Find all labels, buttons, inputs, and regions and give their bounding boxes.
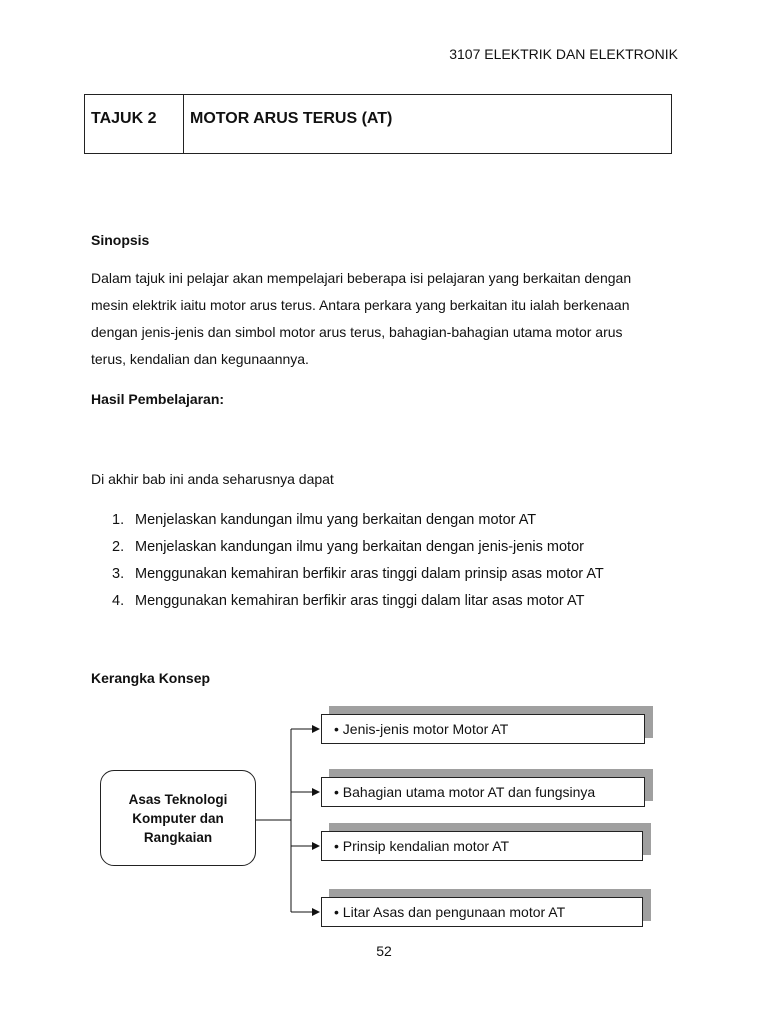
sinopsis-heading: Sinopsis <box>91 232 150 248</box>
concept-box-principle <box>321 831 643 861</box>
list-number: 3. <box>112 566 125 582</box>
concept-box-types <box>321 714 645 744</box>
hasil-intro: Di akhir bab ini anda seharusnya dapat <box>91 471 334 487</box>
list-text: Menggunakan kemahiran berfikir aras tinggi dalam prinsip asas motor AT <box>135 566 604 582</box>
center-line: Asas Teknologi <box>128 791 228 807</box>
concept-box-parts <box>321 777 645 807</box>
sinopsis-line: Dalam tajuk ini pelajar akan mempelajari beberapa isi pelajaran yang berkaitan dengan <box>91 270 632 286</box>
center-line: Komputer dan <box>132 810 224 826</box>
sinopsis-line: terus, kendalian dan kegunaannya. <box>91 351 309 367</box>
list-number: 2. <box>112 539 125 555</box>
concept-box-circuit <box>321 897 643 927</box>
concept-box-text: • Prinsip kendalian motor AT <box>334 838 510 854</box>
course-header: 3107 ELEKTRIK DAN ELEKTRONIK <box>449 46 678 62</box>
kerangka-heading: Kerangka Konsep <box>91 670 211 686</box>
concept-box-text: • Bahagian utama motor AT dan fungsinya <box>334 784 596 800</box>
concept-box-text: • Litar Asas dan pengunaan motor AT <box>334 904 566 920</box>
page-number: 52 <box>376 943 392 959</box>
list-text: Menjelaskan kandungan ilmu yang berkaitan dengan motor AT <box>135 512 537 528</box>
hasil-heading: Hasil Pembelajaran: <box>91 391 225 407</box>
sinopsis-line: mesin elektrik iaitu motor arus terus. Antara perkara yang berkaitan itu ialah berkenaan <box>91 297 630 313</box>
concept-box-text: • Jenis-jenis motor Motor AT <box>334 721 509 737</box>
list-number: 4. <box>112 593 125 609</box>
list-text: Menjelaskan kandungan ilmu yang berkaitan dengan jenis-jenis motor <box>135 539 584 555</box>
topic-title: MOTOR ARUS TERUS (AT) <box>190 110 393 127</box>
topic-label: TAJUK 2 <box>85 95 184 153</box>
concept-center-box <box>100 770 256 866</box>
list-number: 1. <box>112 512 125 528</box>
list-text: Menggunakan kemahiran berfikir aras tinggi dalam litar asas motor AT <box>135 593 585 609</box>
center-line: Rangkaian <box>143 829 213 845</box>
sinopsis-line: dengan jenis-jenis dan simbol motor arus terus, bahagian-bahagian utama motor arus <box>91 324 623 340</box>
